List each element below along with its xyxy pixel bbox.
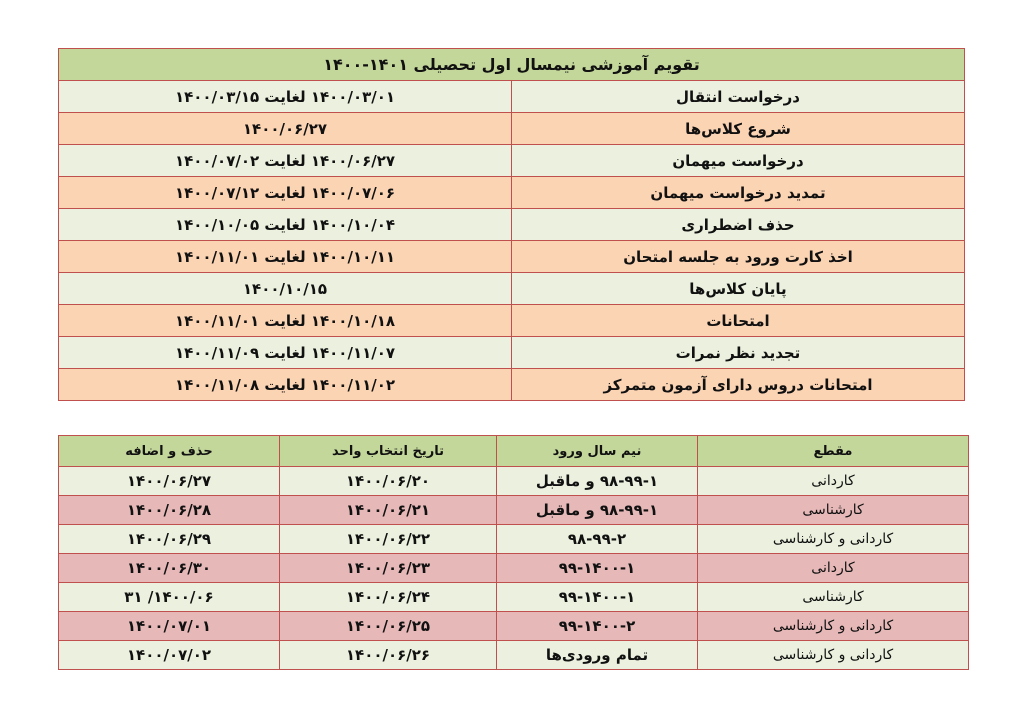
add-drop-cell: ۱۴۰۰/۰۶/ ۳۱	[59, 583, 280, 612]
add-drop-cell: ۱۴۰۰/۰۶/۳۰	[59, 554, 280, 583]
unit-selection-cell: ۱۴۰۰/۰۶/۲۶	[280, 641, 497, 670]
table-row	[59, 525, 969, 554]
calendar-event-label: پایان کلاس‌ها	[512, 273, 965, 305]
header-level: مقطع	[698, 436, 969, 467]
entry-cell: ۹۸-۹۹-۱ و ماقبل	[497, 467, 698, 496]
calendar-row	[59, 177, 965, 209]
calendar-row	[59, 113, 965, 145]
calendar-event-date: ۱۴۰۰/۰۷/۰۶ لغایت ۱۴۰۰/۰۷/۱۲	[59, 177, 512, 209]
add-drop-cell: ۱۴۰۰/۰۷/۰۲	[59, 641, 280, 670]
calendar-row	[59, 369, 965, 401]
unit-selection-table	[58, 435, 969, 670]
calendar-row	[59, 305, 965, 337]
calendar-event-label: درخواست میهمان	[512, 145, 965, 177]
calendar-event-label: امتحانات	[512, 305, 965, 337]
calendar-event-date: ۱۴۰۰/۱۱/۰۷ لغایت ۱۴۰۰/۱۱/۰۹	[59, 337, 512, 369]
unit-selection-cell: ۱۴۰۰/۰۶/۲۵	[280, 612, 497, 641]
table-row	[59, 496, 969, 525]
unit-selection-header-row	[59, 436, 969, 467]
add-drop-cell: ۱۴۰۰/۰۶/۲۸	[59, 496, 280, 525]
table-row	[59, 554, 969, 583]
unit-selection-cell: ۱۴۰۰/۰۶/۲۰	[280, 467, 497, 496]
unit-selection-cell: ۱۴۰۰/۰۶/۲۳	[280, 554, 497, 583]
entry-cell: ۹۹-۱۴۰۰-۱	[497, 583, 698, 612]
level-cell: کاردانی و کارشناسی	[698, 612, 969, 641]
level-cell: کارشناسی	[698, 496, 969, 525]
header-add-drop: حذف و اضافه	[59, 436, 280, 467]
academic-calendar-table	[58, 48, 965, 401]
calendar-event-date: ۱۴۰۰/۰۶/۲۷ لغایت ۱۴۰۰/۰۷/۰۲	[59, 145, 512, 177]
add-drop-cell: ۱۴۰۰/۰۶/۲۹	[59, 525, 280, 554]
calendar-row	[59, 145, 965, 177]
table-row	[59, 583, 969, 612]
table-row	[59, 641, 969, 670]
unit-selection-cell: ۱۴۰۰/۰۶/۲۱	[280, 496, 497, 525]
entry-cell: ۹۸-۹۹-۲	[497, 525, 698, 554]
calendar-row	[59, 241, 965, 273]
calendar-event-date: ۱۴۰۰/۱۰/۰۴ لغایت ۱۴۰۰/۱۰/۰۵	[59, 209, 512, 241]
calendar-row	[59, 337, 965, 369]
level-cell: کاردانی	[698, 554, 969, 583]
calendar-row	[59, 209, 965, 241]
level-cell: کاردانی و کارشناسی	[698, 641, 969, 670]
calendar-event-label: اخذ کارت ورود به جلسه امتحان	[512, 241, 965, 273]
calendar-row	[59, 273, 965, 305]
calendar-event-date: ۱۴۰۰/۱۰/۱۵	[59, 273, 512, 305]
calendar-event-date: ۱۴۰۰/۰۶/۲۷	[59, 113, 512, 145]
level-cell: کارشناسی	[698, 583, 969, 612]
calendar-event-label: تجدید نظر نمرات	[512, 337, 965, 369]
level-cell: کاردانی و کارشناسی	[698, 525, 969, 554]
header-unit-selection-date: تاریخ انتخاب واحد	[280, 436, 497, 467]
add-drop-cell: ۱۴۰۰/۰۷/۰۱	[59, 612, 280, 641]
calendar-event-label: درخواست انتقال	[512, 81, 965, 113]
add-drop-cell: ۱۴۰۰/۰۶/۲۷	[59, 467, 280, 496]
entry-cell: ۹۹-۱۴۰۰-۲	[497, 612, 698, 641]
table-row	[59, 612, 969, 641]
level-cell: کاردانی	[698, 467, 969, 496]
calendar-row	[59, 81, 965, 113]
calendar-title-row	[59, 49, 965, 81]
calendar-event-label: حذف اضطراری	[512, 209, 965, 241]
entry-cell: ۹۹-۱۴۰۰-۱	[497, 554, 698, 583]
calendar-event-label: شروع کلاس‌ها	[512, 113, 965, 145]
calendar-event-label: امتحانات دروس دارای آزمون متمرکز	[512, 369, 965, 401]
entry-cell: ۹۸-۹۹-۱ و ماقبل	[497, 496, 698, 525]
calendar-title: تقویم آموزشی نیمسال اول تحصیلی ۱۴۰۱-۱۴۰۰	[59, 49, 965, 81]
entry-cell: تمام ورودی‌ها	[497, 641, 698, 670]
unit-selection-cell: ۱۴۰۰/۰۶/۲۲	[280, 525, 497, 554]
calendar-event-date: ۱۴۰۰/۱۰/۱۸ لغایت ۱۴۰۰/۱۱/۰۱	[59, 305, 512, 337]
table-row	[59, 467, 969, 496]
calendar-event-date: ۱۴۰۰/۱۰/۱۱ لغایت ۱۴۰۰/۱۱/۰۱	[59, 241, 512, 273]
unit-selection-cell: ۱۴۰۰/۰۶/۲۴	[280, 583, 497, 612]
calendar-event-date: ۱۴۰۰/۰۳/۰۱ لغایت ۱۴۰۰/۰۳/۱۵	[59, 81, 512, 113]
header-entry-semester: نیم سال ورود	[497, 436, 698, 467]
calendar-event-date: ۱۴۰۰/۱۱/۰۲ لغایت ۱۴۰۰/۱۱/۰۸	[59, 369, 512, 401]
calendar-event-label: تمدید درخواست میهمان	[512, 177, 965, 209]
